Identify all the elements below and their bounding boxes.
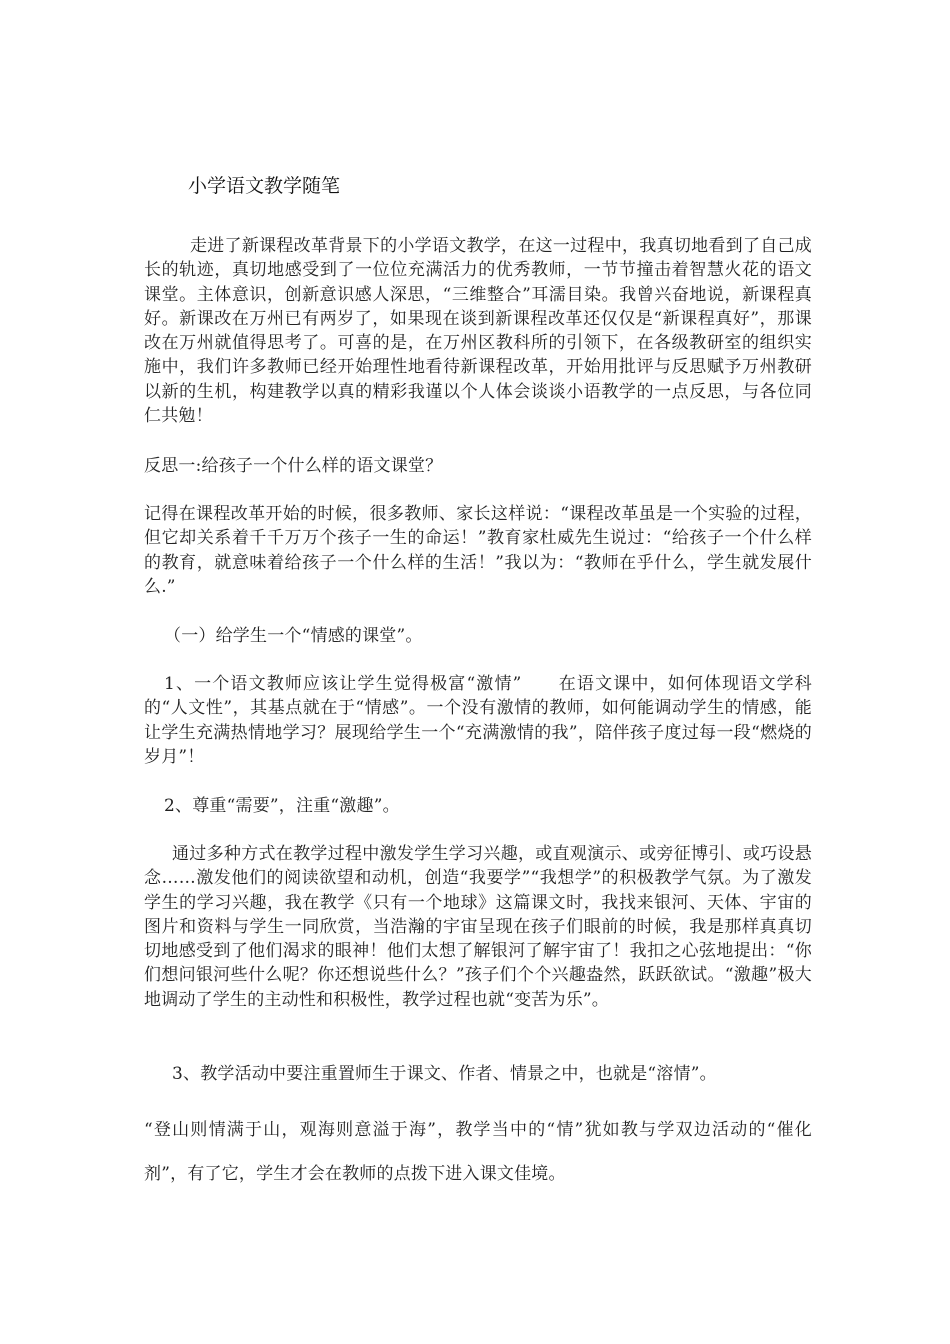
item-two-heading: 2、尊重“需要”，注重“激趣”。 (164, 796, 400, 816)
climb-paragraph: “登山则情满于山，观海则意溢于海”，教学当中的“情”犹如教与学双边活动的“催化剂”，有了它，学生才会在教师的点拨下进入课文佳境。 (144, 1120, 812, 1184)
intro-paragraph: 走进了新课程改革背景下的小学语文教学，在这一过程中，我真切地看到了自己成长的轨迹，真切地感受到了一位位充满活力的优秀教师，一节节撞击着智慧火花的语文课堂。主体意识，创新意识感人深思，“三维整合”耳濡目染。我曾兴奋地说，新课程真好。新课改在万州已有两岁了，如果现在谈到新课程改革还仅仅是“新课程真好”，那课改在万州就值得思考了。可喜的是，在万州区教科所的引领下，在各级教研室的组织实施中，我们许多教师已经开始理性地看待新课程改革，开始用批评与反思赋予万州教研以新的生机，构建教学以真的精彩我谨以个人体会谈谈小语教学的一点反思，与各位同仁共勉！ (144, 236, 812, 427)
remember-paragraph: 记得在课程改革开始的时候，很多教师、家长这样说：“课程改革虽是一个实验的过程，但它却关系着千千万万个孩子一生的命运！”教育家杜威先生说过：“给孩子一个什么样的教育，就意味着给孩子一个什么样的生活！”我以为：“教师在乎什么，学生就发展什么.” (144, 504, 812, 597)
reflection-one-heading: 反思一:给孩子一个什么样的语文课堂？ (144, 456, 443, 476)
section-one-heading: （一）给学生一个“情感的课堂”。 (164, 626, 423, 646)
item-three-heading: 3、教学活动中要注重置师生于课文、作者、情景之中，也就是“溶情”。 (172, 1064, 717, 1084)
item-one-paragraph: 1、一个语文教师应该让学生觉得极富“激情” 在语文课中，如何体现语文学科的“人文性”，其基点就在于“情感”。一个没有激情的教师，如何能调动学生的情感，能让学生充满热情地学习？展现给学生一个“充满激情的我”，陪伴孩子度过每一段“燃烧的岁月”！ (144, 674, 812, 767)
document-title: 小学语文教学随笔 (188, 175, 341, 197)
item-two-body-paragraph: 通过多种方式在教学过程中激发学生学习兴趣，或直观演示、或旁征博引、或巧设悬念……激发他们的阅读欲望和动机，创造“我要学”“我想学”的积极教学气氛。为了激发学生的学习兴趣，我在教学《只有一个地球》这篇课文时，我找来银河、天体、宇宙的图片和资料与学生一同欣赏，当浩瀚的宇宙呈现在孩子们眼前的时候，我是那样真真切切地感受到了他们渴求的眼神！他们太想了解银河了解宇宙了！我扣之心弦地提出：“你们想问银河些什么呢？你还想说些什么？”孩子们个个兴趣盎然，跃跃欲试。“激趣”极大地调动了学生的主动性和积极性，教学过程也就“变苦为乐”。 (144, 844, 812, 1010)
